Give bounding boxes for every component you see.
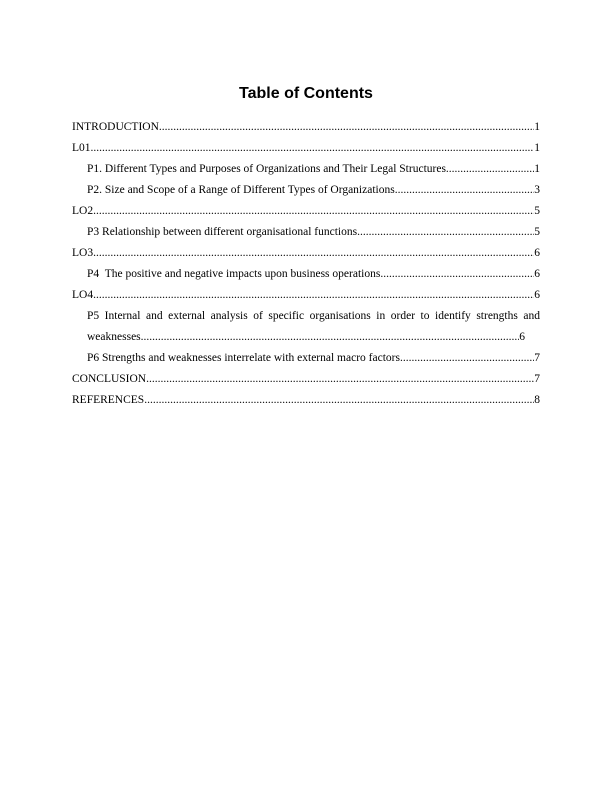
toc-leader-dots <box>93 243 534 264</box>
toc-entry-p4[interactable] <box>72 264 540 285</box>
toc-entry-label-line2-row <box>87 327 525 348</box>
toc-entry-p3[interactable] <box>72 222 540 243</box>
toc-entry-label-line1: P5 Internal and external analysis of specific organisations in order to identify strengths and <box>87 310 540 322</box>
toc-page-number: 8 <box>534 394 540 406</box>
toc-page-number: 5 <box>534 205 540 217</box>
toc-leader-dots <box>400 348 534 369</box>
toc-entry-lo2[interactable] <box>72 201 540 222</box>
toc-entry-label: P1. Different Types and Purposes of Organizations and Their Legal Structures <box>87 163 446 175</box>
toc-entry-l01[interactable] <box>72 138 540 159</box>
toc-entry-label: P3 Relationship between different organisational functions <box>87 226 358 238</box>
toc-entry-p6[interactable] <box>72 348 540 369</box>
toc-entry-lo4[interactable] <box>72 285 540 306</box>
toc-leader-dots <box>395 180 535 201</box>
toc-entry-label: LO2 <box>72 205 94 217</box>
toc-page-number: 1 <box>534 142 540 154</box>
toc-entry-label-line2: weaknesses <box>87 331 141 343</box>
toc-entry-label: LO4 <box>72 289 94 301</box>
toc-page-number: 7 <box>534 352 540 364</box>
toc-leader-dots <box>93 285 534 306</box>
toc-page-number: 5 <box>534 226 540 238</box>
toc-entry-label: L01 <box>72 142 91 154</box>
toc-leader-dots <box>91 138 535 159</box>
toc-page-number: 6 <box>534 289 540 301</box>
toc-entry-p1[interactable] <box>72 159 540 180</box>
toc-entry-lo3[interactable] <box>72 243 540 264</box>
toc-page-number: 1 <box>534 121 540 133</box>
toc-leader-dots <box>146 369 534 390</box>
toc-entry-label: P6 Strengths and weaknesses interrelate with external macro factors <box>87 352 400 364</box>
toc-entry-introduction[interactable] <box>72 117 540 138</box>
toc-entry-label: INTRODUCTION <box>72 121 159 133</box>
page-title: Table of Contents <box>239 85 373 102</box>
toc-leader-dots <box>446 159 534 180</box>
toc-page-number: 3 <box>534 184 540 196</box>
toc-entry-label: CONCLUSION <box>72 373 147 385</box>
toc-entry-label: P4 The positive and negative impacts upon business operations <box>87 268 381 280</box>
toc-page-number: 6 <box>534 268 540 280</box>
toc-entry-label: REFERENCES <box>72 394 145 406</box>
toc-entry-p2[interactable] <box>72 180 540 201</box>
toc-entry-references[interactable] <box>72 390 540 411</box>
toc-leader-dots <box>93 201 534 222</box>
toc-page-number: 6 <box>519 331 525 343</box>
toc-leader-dots <box>141 327 520 348</box>
toc-leader-dots <box>144 390 534 411</box>
table-of-contents <box>72 117 540 411</box>
toc-page-number: 7 <box>534 373 540 385</box>
toc-entry-p5[interactable] <box>72 306 540 348</box>
toc-entry-conclusion[interactable] <box>72 369 540 390</box>
toc-leader-dots <box>357 222 534 243</box>
toc-entry-label: P2. Size and Scope of a Range of Different Types of Organizations <box>87 184 395 196</box>
toc-page-number: 6 <box>534 247 540 259</box>
toc-page-number: 1 <box>534 163 540 175</box>
toc-leader-dots <box>380 264 534 285</box>
toc-entry-label: LO3 <box>72 247 94 259</box>
toc-leader-dots <box>159 117 534 138</box>
